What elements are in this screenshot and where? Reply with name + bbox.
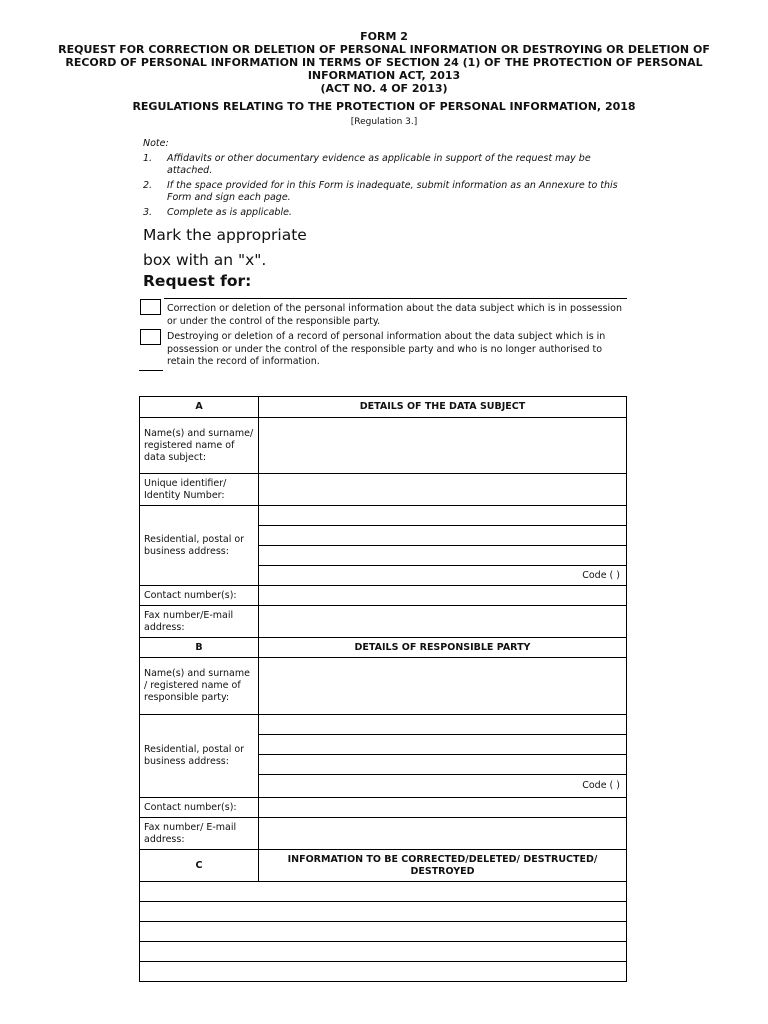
mark-instruction-line-1: Mark the appropriate xyxy=(143,226,307,244)
mark-instruction-line-2: box with an "x". xyxy=(143,251,267,269)
data-subject-fax-email-label: Fax number/E-mail address: xyxy=(140,606,259,638)
responsible-party-fax-email-field[interactable] xyxy=(259,818,627,850)
data-subject-address-line-3[interactable] xyxy=(259,546,627,566)
options-top-rule xyxy=(164,298,627,299)
regulations-title: REGULATIONS RELATING TO THE PROTECTION OF PERSONAL INFORMATION, 2018 xyxy=(132,100,636,113)
request-for-heading: Request for: xyxy=(143,272,252,290)
form-title-line-1: REQUEST FOR CORRECTION OR DELETION OF PERSONAL INFORMATION OR DESTROYING OR DELETION OF xyxy=(58,43,710,56)
responsible-party-address-line-3[interactable] xyxy=(259,755,627,775)
responsible-party-fax-email-label: Fax number/ E-mail address: xyxy=(140,818,259,850)
responsible-party-name-field[interactable] xyxy=(259,658,627,715)
section-a-letter: A xyxy=(140,397,259,418)
data-subject-contact-label: Contact number(s): xyxy=(140,586,259,606)
form-number: FORM 2 xyxy=(360,30,408,43)
note-text: Complete as is applicable. xyxy=(167,206,292,218)
information-line-5[interactable] xyxy=(140,962,627,982)
note-text: Affidavits or other documentary evidence as applicable in support of the request may be attached. xyxy=(167,152,591,176)
note-item xyxy=(143,180,633,205)
responsible-party-address-label: Residential, postal or business address: xyxy=(140,715,259,798)
information-line-4[interactable] xyxy=(140,942,627,962)
data-subject-postal-code-field[interactable]: Code ( ) xyxy=(259,566,627,586)
note-item xyxy=(143,153,633,178)
data-subject-contact-field[interactable] xyxy=(259,586,627,606)
notes-section xyxy=(143,138,633,221)
details-form-table xyxy=(139,396,627,982)
form-header xyxy=(0,30,768,95)
responsible-party-name-label: Name(s) and surname / registered name of responsible party: xyxy=(140,658,259,715)
notes-label: Note: xyxy=(143,138,169,149)
mark-instruction xyxy=(143,223,307,273)
act-number: (ACT NO. 4 OF 2013) xyxy=(320,82,448,95)
section-c-heading: INFORMATION TO BE CORRECTED/DELETED/ DESTRUCTED/ DESTROYED xyxy=(259,850,627,882)
information-line-1[interactable] xyxy=(140,882,627,902)
data-subject-address-label: Residential, postal or business address: xyxy=(140,506,259,586)
responsible-party-postal-code-field[interactable]: Code ( ) xyxy=(259,775,627,798)
information-line-2[interactable] xyxy=(140,902,627,922)
data-subject-address-line-2[interactable] xyxy=(259,526,627,546)
section-b-heading: DETAILS OF RESPONSIBLE PARTY xyxy=(259,638,627,658)
data-subject-fax-email-field[interactable] xyxy=(259,606,627,638)
option-destroy-text: Destroying or deletion of a record of personal information about the data subject which is in possession or under the control of the responsible party and who is no longer authorised to retain the record of information. xyxy=(167,331,606,367)
responsible-party-contact-label: Contact number(s): xyxy=(140,798,259,818)
note-number: 1. xyxy=(143,152,153,164)
information-line-3[interactable] xyxy=(140,922,627,942)
note-item xyxy=(143,207,633,220)
data-subject-address-line-1[interactable] xyxy=(259,506,627,526)
note-text: If the space provided for in this Form is inadequate, submit information as an Annexure to this Form and sign each page. xyxy=(167,179,618,203)
section-c-letter: C xyxy=(140,850,259,882)
responsible-party-address-line-2[interactable] xyxy=(259,735,627,755)
section-b-letter: B xyxy=(140,638,259,658)
regulation-reference: [Regulation 3.] xyxy=(350,117,418,127)
option-correction-text: Correction or deletion of the personal information about the data subject which is in possession or under the control of the responsible party. xyxy=(167,303,623,327)
form-title-line-2: RECORD OF PERSONAL INFORMATION IN TERMS OF SECTION 24 (1) OF THE PROTECTION OF PERSONAL xyxy=(65,56,703,69)
identity-number-label: Unique identifier/ Identity Number: xyxy=(140,474,259,506)
option-correction-checkbox[interactable] xyxy=(140,299,161,315)
section-a-heading: DETAILS OF THE DATA SUBJECT xyxy=(259,397,627,418)
responsible-party-address-line-1[interactable] xyxy=(259,715,627,735)
note-number: 3. xyxy=(143,206,153,218)
note-number: 2. xyxy=(143,179,153,191)
data-subject-name-field[interactable] xyxy=(259,418,627,474)
form-title-line-3: INFORMATION ACT, 2013 xyxy=(307,69,461,82)
data-subject-name-label: Name(s) and surname/ registered name of data subject: xyxy=(140,418,259,474)
option-destroy-checkbox[interactable] xyxy=(140,329,161,345)
option-bottom-tick xyxy=(139,370,163,371)
identity-number-field[interactable] xyxy=(259,474,627,506)
responsible-party-contact-field[interactable] xyxy=(259,798,627,818)
